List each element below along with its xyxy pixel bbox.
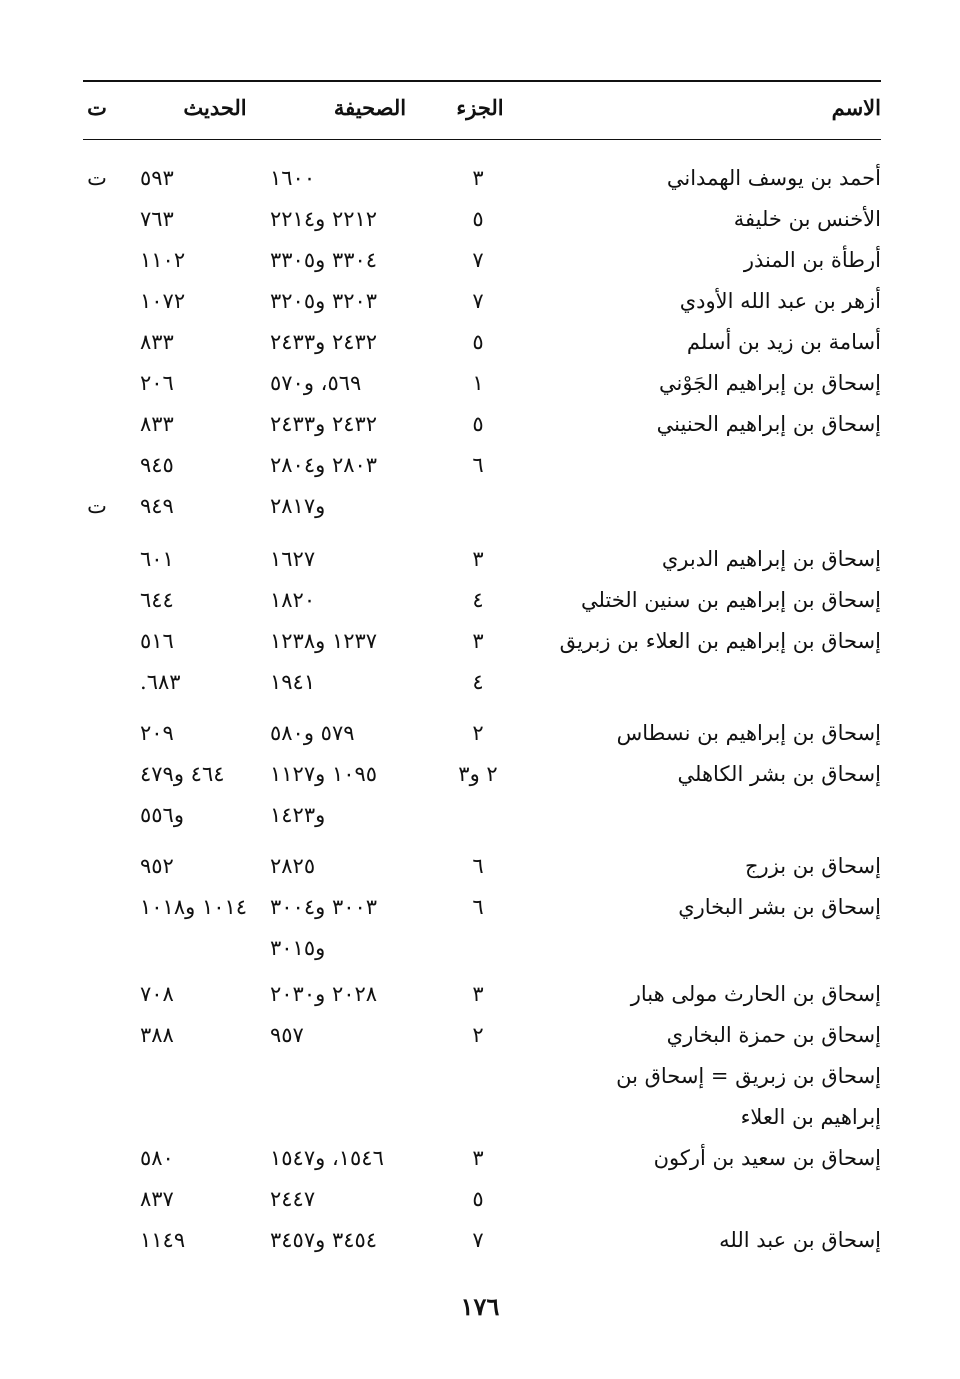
entry-name: أرطأة بن المنذر bbox=[743, 248, 881, 272]
table-row bbox=[0, 404, 960, 444]
entry-name: إسحاق بن الحارث مولى هبار bbox=[630, 982, 881, 1006]
table-header bbox=[0, 88, 960, 130]
entry-name: إسحاق بن إبراهيم بن سنين الختلي bbox=[580, 588, 881, 612]
entry-juz: ٢ و٣ bbox=[458, 762, 498, 786]
entry-page: ١٢٣٧ و١٢٣٨ bbox=[270, 629, 378, 653]
entry-hadith: ٧٠٨ bbox=[140, 982, 174, 1006]
table-row bbox=[0, 1138, 960, 1178]
entry-juz: ٤ bbox=[472, 588, 484, 612]
entry-name: إسحاق بن سعيد بن أركون bbox=[653, 1146, 881, 1170]
entry-page: ١٦٢٧ bbox=[270, 547, 316, 571]
entry-name: أحمد بن يوسف الهمداني bbox=[666, 166, 881, 190]
entry-name: إسحاق بن بشر البخاري bbox=[678, 895, 881, 919]
header-juz: الجزء bbox=[456, 95, 504, 120]
entry-juz: ٢ bbox=[472, 1023, 484, 1047]
entry-juz: ٣ bbox=[472, 982, 484, 1006]
entry-page: ١٩٤١ bbox=[270, 670, 316, 694]
table-row bbox=[0, 281, 960, 321]
entry-hadith: ٩٤٥ bbox=[140, 453, 174, 477]
entry-page: ٢٨٢٥ bbox=[270, 854, 316, 878]
table-row bbox=[0, 199, 960, 239]
entry-juz: ٥ bbox=[472, 330, 484, 354]
entry-hadith: ٨٣٣ bbox=[140, 412, 174, 436]
entry-hadith: ٦٠١ bbox=[140, 547, 174, 571]
entry-name: إسحاق بن إبراهيم الحنيني bbox=[656, 412, 881, 436]
table-row bbox=[0, 713, 960, 753]
entry-name: إبراهيم بن العلاء bbox=[740, 1105, 881, 1129]
entry-hadith: ٥٩٣ bbox=[140, 166, 174, 190]
entry-hadith: ٨٣٣ bbox=[140, 330, 174, 354]
entry-name: إسحاق بن بزرج bbox=[745, 854, 881, 878]
entry-name: أزهر بن عبد الله الأودي bbox=[679, 289, 881, 313]
entry-page: ٢٢١٢ و٢٢١٤ bbox=[270, 207, 378, 231]
entry-name: إسحاق بن إبراهيم الجَوْني bbox=[658, 371, 881, 395]
header-hadith: الحديث bbox=[183, 95, 247, 120]
header-page: الصحيفة bbox=[333, 95, 407, 120]
entry-name: إسحاق بن بشر الكاهلي bbox=[677, 762, 881, 786]
entry-page: ٢٤٣٢ و٢٤٣٣ bbox=[270, 412, 378, 436]
entry-juz: ٧ bbox=[472, 1228, 484, 1252]
entry-hadith: ١١٠٢ bbox=[140, 248, 186, 272]
table-row bbox=[0, 974, 960, 1014]
entry-hadith: ٣٨٨ bbox=[140, 1023, 174, 1047]
table-row bbox=[0, 754, 960, 794]
table-row bbox=[0, 539, 960, 579]
entry-juz: ٧ bbox=[472, 289, 484, 313]
entry-hadith: ٩٥٢ bbox=[140, 854, 174, 878]
entry-juz: ٣ bbox=[472, 166, 484, 190]
entry-juz: ٧ bbox=[472, 248, 484, 272]
table-row bbox=[0, 887, 960, 927]
entry-page: ٢٤٤٧ bbox=[270, 1187, 316, 1211]
table-row bbox=[0, 240, 960, 280]
entry-page: ٣٤٥٤ و٣٤٥٧ bbox=[270, 1228, 378, 1252]
entry-juz: ٥ bbox=[472, 1187, 484, 1211]
entry-hadith: و٥٥٦ bbox=[140, 803, 184, 827]
entry-juz: ٥ bbox=[472, 412, 484, 436]
table-row bbox=[0, 486, 960, 526]
entry-hadith: ١١٤٩ bbox=[140, 1228, 186, 1252]
entry-juz: ٣ bbox=[472, 547, 484, 571]
page-number: ١٧٦ bbox=[460, 1292, 500, 1321]
table-row bbox=[0, 580, 960, 620]
entry-juz: ٣ bbox=[472, 629, 484, 653]
entry-name: إسحاق بن حمزة البخاري bbox=[666, 1023, 881, 1047]
entry-hadith: ٤٦٤ و٤٧٩ bbox=[140, 762, 225, 786]
entry-t: ت bbox=[87, 166, 107, 190]
entry-juz: ٥ bbox=[472, 207, 484, 231]
table-row bbox=[0, 363, 960, 403]
entry-hadith: ٧٦٣ bbox=[140, 207, 174, 231]
entry-hadith: ٦٨٣. bbox=[140, 670, 181, 694]
table-row bbox=[0, 621, 960, 661]
entry-page: ٣٢٠٣ و٣٢٠٥ bbox=[270, 289, 378, 313]
entry-hadith: ٢٠٩ bbox=[140, 721, 174, 745]
table-row bbox=[0, 322, 960, 362]
entry-page: ١٨٢٠ bbox=[270, 588, 316, 612]
header-t: ت bbox=[87, 95, 107, 120]
entry-name: إسحاق بن عبد الله bbox=[719, 1228, 881, 1252]
entry-hadith: ٥٨٠ bbox=[140, 1146, 174, 1170]
table-row bbox=[0, 928, 960, 968]
entry-juz: ٤ bbox=[472, 670, 484, 694]
header-name: الاسم bbox=[831, 95, 881, 120]
entry-juz: ٦ bbox=[472, 854, 484, 878]
table-row bbox=[0, 1056, 960, 1096]
entry-t: ت bbox=[87, 494, 107, 518]
entry-juz: ٦ bbox=[472, 453, 484, 477]
entry-name: الأخنس بن خليفة bbox=[733, 207, 881, 231]
table-row bbox=[0, 445, 960, 485]
entry-juz: ١ bbox=[472, 371, 484, 395]
table-row bbox=[0, 1179, 960, 1219]
entry-page: و٣٠١٥ bbox=[270, 936, 326, 960]
entry-name: أسامة بن زيد بن أسلم bbox=[686, 330, 881, 354]
entry-page: ٢٨٠٣ و٢٨٠٤ bbox=[270, 453, 378, 477]
entry-page: ٢٤٣٢ و٢٤٣٣ bbox=[270, 330, 378, 354]
table-row bbox=[0, 1097, 960, 1137]
table-row bbox=[0, 795, 960, 835]
table-row bbox=[0, 1015, 960, 1055]
entry-page: ٩٥٧ bbox=[270, 1023, 304, 1047]
entry-juz: ٣ bbox=[472, 1146, 484, 1170]
entry-page: ٥٧٩ و٥٨٠ bbox=[270, 721, 355, 745]
entry-juz: ٦ bbox=[472, 895, 484, 919]
entry-name: إسحاق بن إبراهيم بن العلاء بن زبريق bbox=[559, 629, 881, 653]
entry-hadith: ١٠١٤ و١٠١٨ bbox=[140, 895, 248, 919]
entry-hadith: ٩٤٩ bbox=[140, 494, 174, 518]
entry-name: إسحاق بن إبراهيم الدبري bbox=[661, 547, 881, 571]
entry-name: إسحاق بن إبراهيم بن نسطاس bbox=[616, 721, 881, 745]
entry-hadith: ١٠٧٢ bbox=[140, 289, 186, 313]
entry-page: ٢٠٢٨ و٢٠٣٠ bbox=[270, 982, 378, 1006]
table-row bbox=[0, 158, 960, 198]
entry-juz: ٢ bbox=[472, 721, 484, 745]
table-row bbox=[0, 662, 960, 702]
entry-page: و١٤٢٣ bbox=[270, 803, 326, 827]
entry-hadith: ٢٠٦ bbox=[140, 371, 174, 395]
table-row bbox=[0, 1220, 960, 1260]
entry-hadith: ٦٤٤ bbox=[140, 588, 174, 612]
entry-name: إسحاق بن زبريق = إسحاق بن bbox=[616, 1064, 881, 1088]
entry-page: ١٥٤٦، و١٥٤٧ bbox=[270, 1146, 384, 1170]
entry-hadith: ٥١٦ bbox=[140, 629, 174, 653]
entry-page: و٢٨١٧ bbox=[270, 494, 326, 518]
entry-page: ١٦٠٠ bbox=[270, 166, 316, 190]
entry-hadith: ٨٣٧ bbox=[140, 1187, 174, 1211]
entry-page: ٣٣٠٤ و٣٣٠٥ bbox=[270, 248, 378, 272]
header-rule bbox=[83, 139, 881, 140]
table-row bbox=[0, 846, 960, 886]
top-rule bbox=[83, 80, 881, 82]
entry-page: ٣٠٠٣ و٣٠٠٤ bbox=[270, 895, 378, 919]
entry-page: ٥٦٩، و٥٧٠ bbox=[270, 371, 362, 395]
entry-page: ١٠٩٥ و١١٢٧ bbox=[270, 762, 378, 786]
